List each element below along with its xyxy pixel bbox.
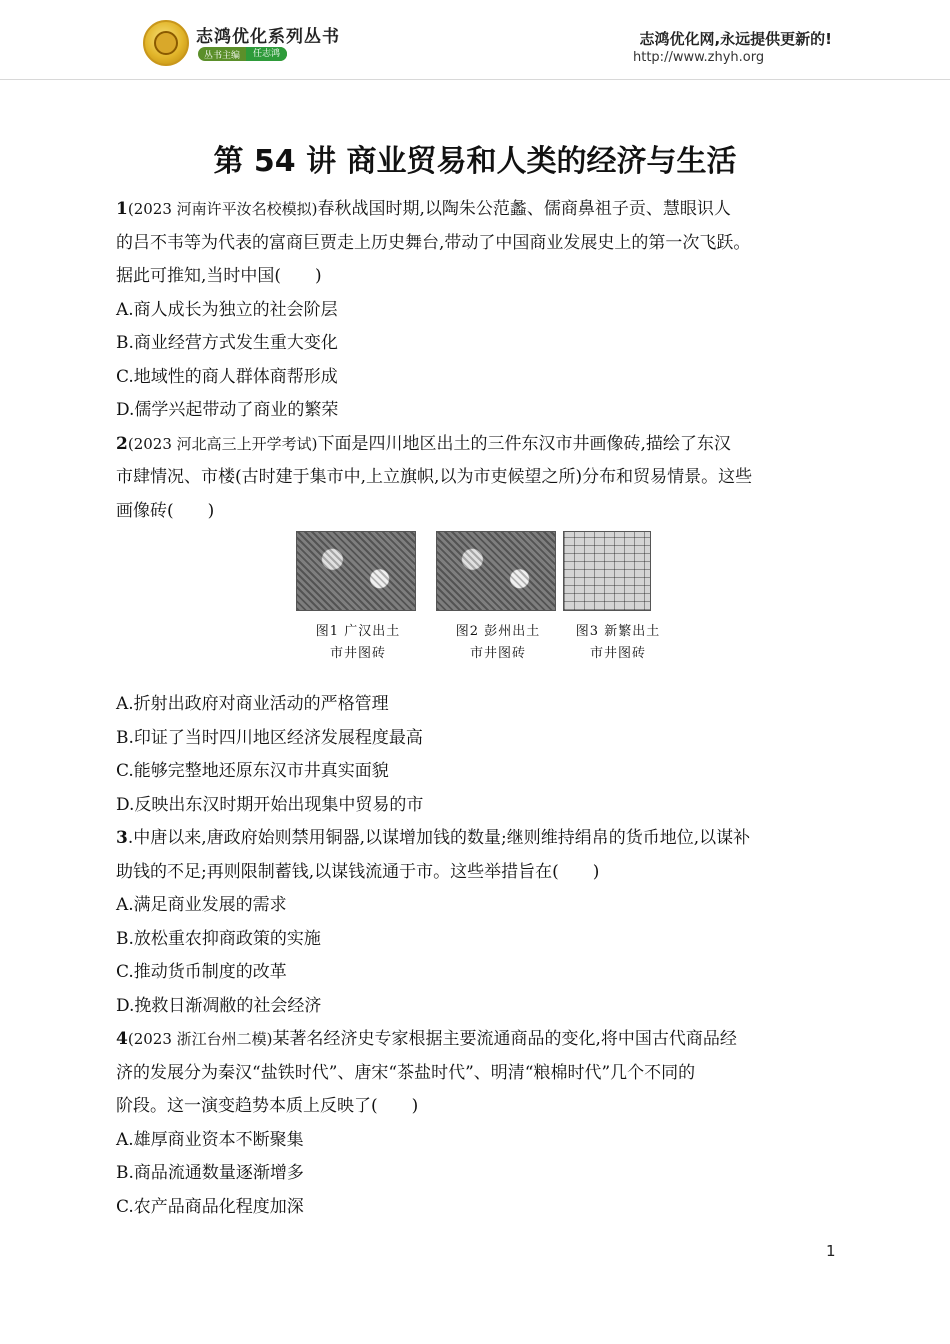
question-number: 1 <box>116 199 128 219</box>
brick-relief-image <box>296 531 416 611</box>
question-stem-line: 画像砖( ) <box>116 500 215 521</box>
question-stem-line: 据此可推知,当时中国( ) <box>116 266 322 286</box>
option-b[interactable]: B.放松重农抑商政策的实施 <box>116 928 321 949</box>
question-2 <box>116 428 832 823</box>
option-a[interactable]: A.雄厚商业资本不断聚集 <box>116 1129 304 1150</box>
option-a[interactable]: A.折射出政府对商业活动的严格管理 <box>116 694 389 714</box>
figure-row <box>116 528 832 688</box>
question-number: 2 <box>116 433 128 454</box>
question-stem-line: 市肆情况、市楼(古时建于集市中,上立旗帜,以为市吏候望之所)分布和贸易情景。这些 <box>116 467 753 487</box>
figure-caption: 图2 彭州出土 市井图砖 <box>455 624 541 661</box>
question-1 <box>116 193 832 428</box>
question-number: 4 <box>116 1029 128 1049</box>
option-c[interactable]: C.能够完整地还原东汉市井真实面貌 <box>116 761 389 781</box>
question-stem-line: 下面是四川地区出土的三件东汉市井画像砖,描绘了东汉 <box>317 433 731 454</box>
question-source: (2023 浙江台州二模) <box>127 1030 273 1048</box>
header-divider <box>0 79 950 80</box>
question-number: 3 <box>116 828 128 848</box>
question-source: (2023 河北高三上开学考试) <box>127 434 318 453</box>
page-title: 第 54 讲 商业贸易和人类的经济与生活 <box>213 144 737 179</box>
option-b[interactable]: B.商业经营方式发生重大变化 <box>116 333 338 353</box>
brick-relief-image <box>436 531 556 611</box>
figure-caption: 图3 新繁出土 市井图砖 <box>575 624 661 661</box>
option-d[interactable]: D.儒学兴起带动了商业的繁荣 <box>116 400 339 420</box>
figure-3 <box>563 531 688 665</box>
question-stem-line: 阶段。这一演变趋势本质上反映了( ) <box>116 1096 419 1116</box>
question-stem-line: .中唐以来,唐政府始则禁用铜器,以谋增加钱的数量;继则维持绢帛的货币地位,以谋补 <box>127 828 751 848</box>
editor-label: 丛书主编 <box>204 50 241 61</box>
option-a[interactable]: A.商人成长为独立的社会阶层 <box>116 299 338 320</box>
series-title: 志鸿优化系列丛书 <box>196 27 340 47</box>
editor-name: 任志鸿 <box>246 47 287 61</box>
brick-relief-image <box>563 531 651 611</box>
question-stem-line: 某著名经济史专家根据主要流通商品的变化,将中国古代商品经 <box>272 1029 737 1049</box>
question-3 <box>116 822 832 1023</box>
page-header <box>0 0 950 80</box>
question-stem-line: 春秋战国时期,以陶朱公范蠡、儒商鼻祖子贡、慧眼识人 <box>317 199 731 219</box>
option-d[interactable]: D.挽救日渐凋敝的社会经济 <box>116 995 322 1016</box>
option-a[interactable]: A.满足商业发展的需求 <box>116 895 287 915</box>
site-url[interactable]: http://www.zhyh.org <box>633 50 765 65</box>
question-4 <box>116 1023 832 1224</box>
option-b[interactable]: B.商品流通数量逐渐增多 <box>116 1163 304 1183</box>
figure-caption: 图1 广汉出土 市井图砖 <box>315 624 401 661</box>
header-slogan: 志鸿优化网,永远提供更新的! <box>639 30 832 48</box>
option-c[interactable]: C.地域性的商人群体商帮形成 <box>116 366 338 387</box>
question-stem-line: 助钱的不足;再则限制蓄钱,以谋钱流通于市。这些举措旨在( ) <box>116 861 600 882</box>
option-b[interactable]: B.印证了当时四川地区经济发展程度最高 <box>116 727 423 748</box>
option-c[interactable]: C.推动货币制度的改革 <box>116 962 287 982</box>
question-list <box>116 193 832 1224</box>
figure-1 <box>296 531 428 665</box>
question-source: (2023 河南许平汝名校模拟) <box>127 200 318 218</box>
question-stem-line: 济的发展分为秦汉“盐铁时代”、唐宋“茶盐时代”、明清“粮棉时代”几个不同的 <box>116 1062 696 1083</box>
editor-tag <box>198 47 287 61</box>
option-c[interactable]: C.农产品商品化程度加深 <box>116 1196 304 1217</box>
publisher-logo-icon <box>143 20 189 66</box>
option-d[interactable]: D.反映出东汉时期开始出现集中贸易的市 <box>116 794 424 815</box>
page-number: 1 <box>826 1242 836 1260</box>
question-stem-line: 的吕不韦等为代表的富商巨贾走上历史舞台,带动了中国商业发展史上的第一次飞跃。 <box>116 232 751 253</box>
